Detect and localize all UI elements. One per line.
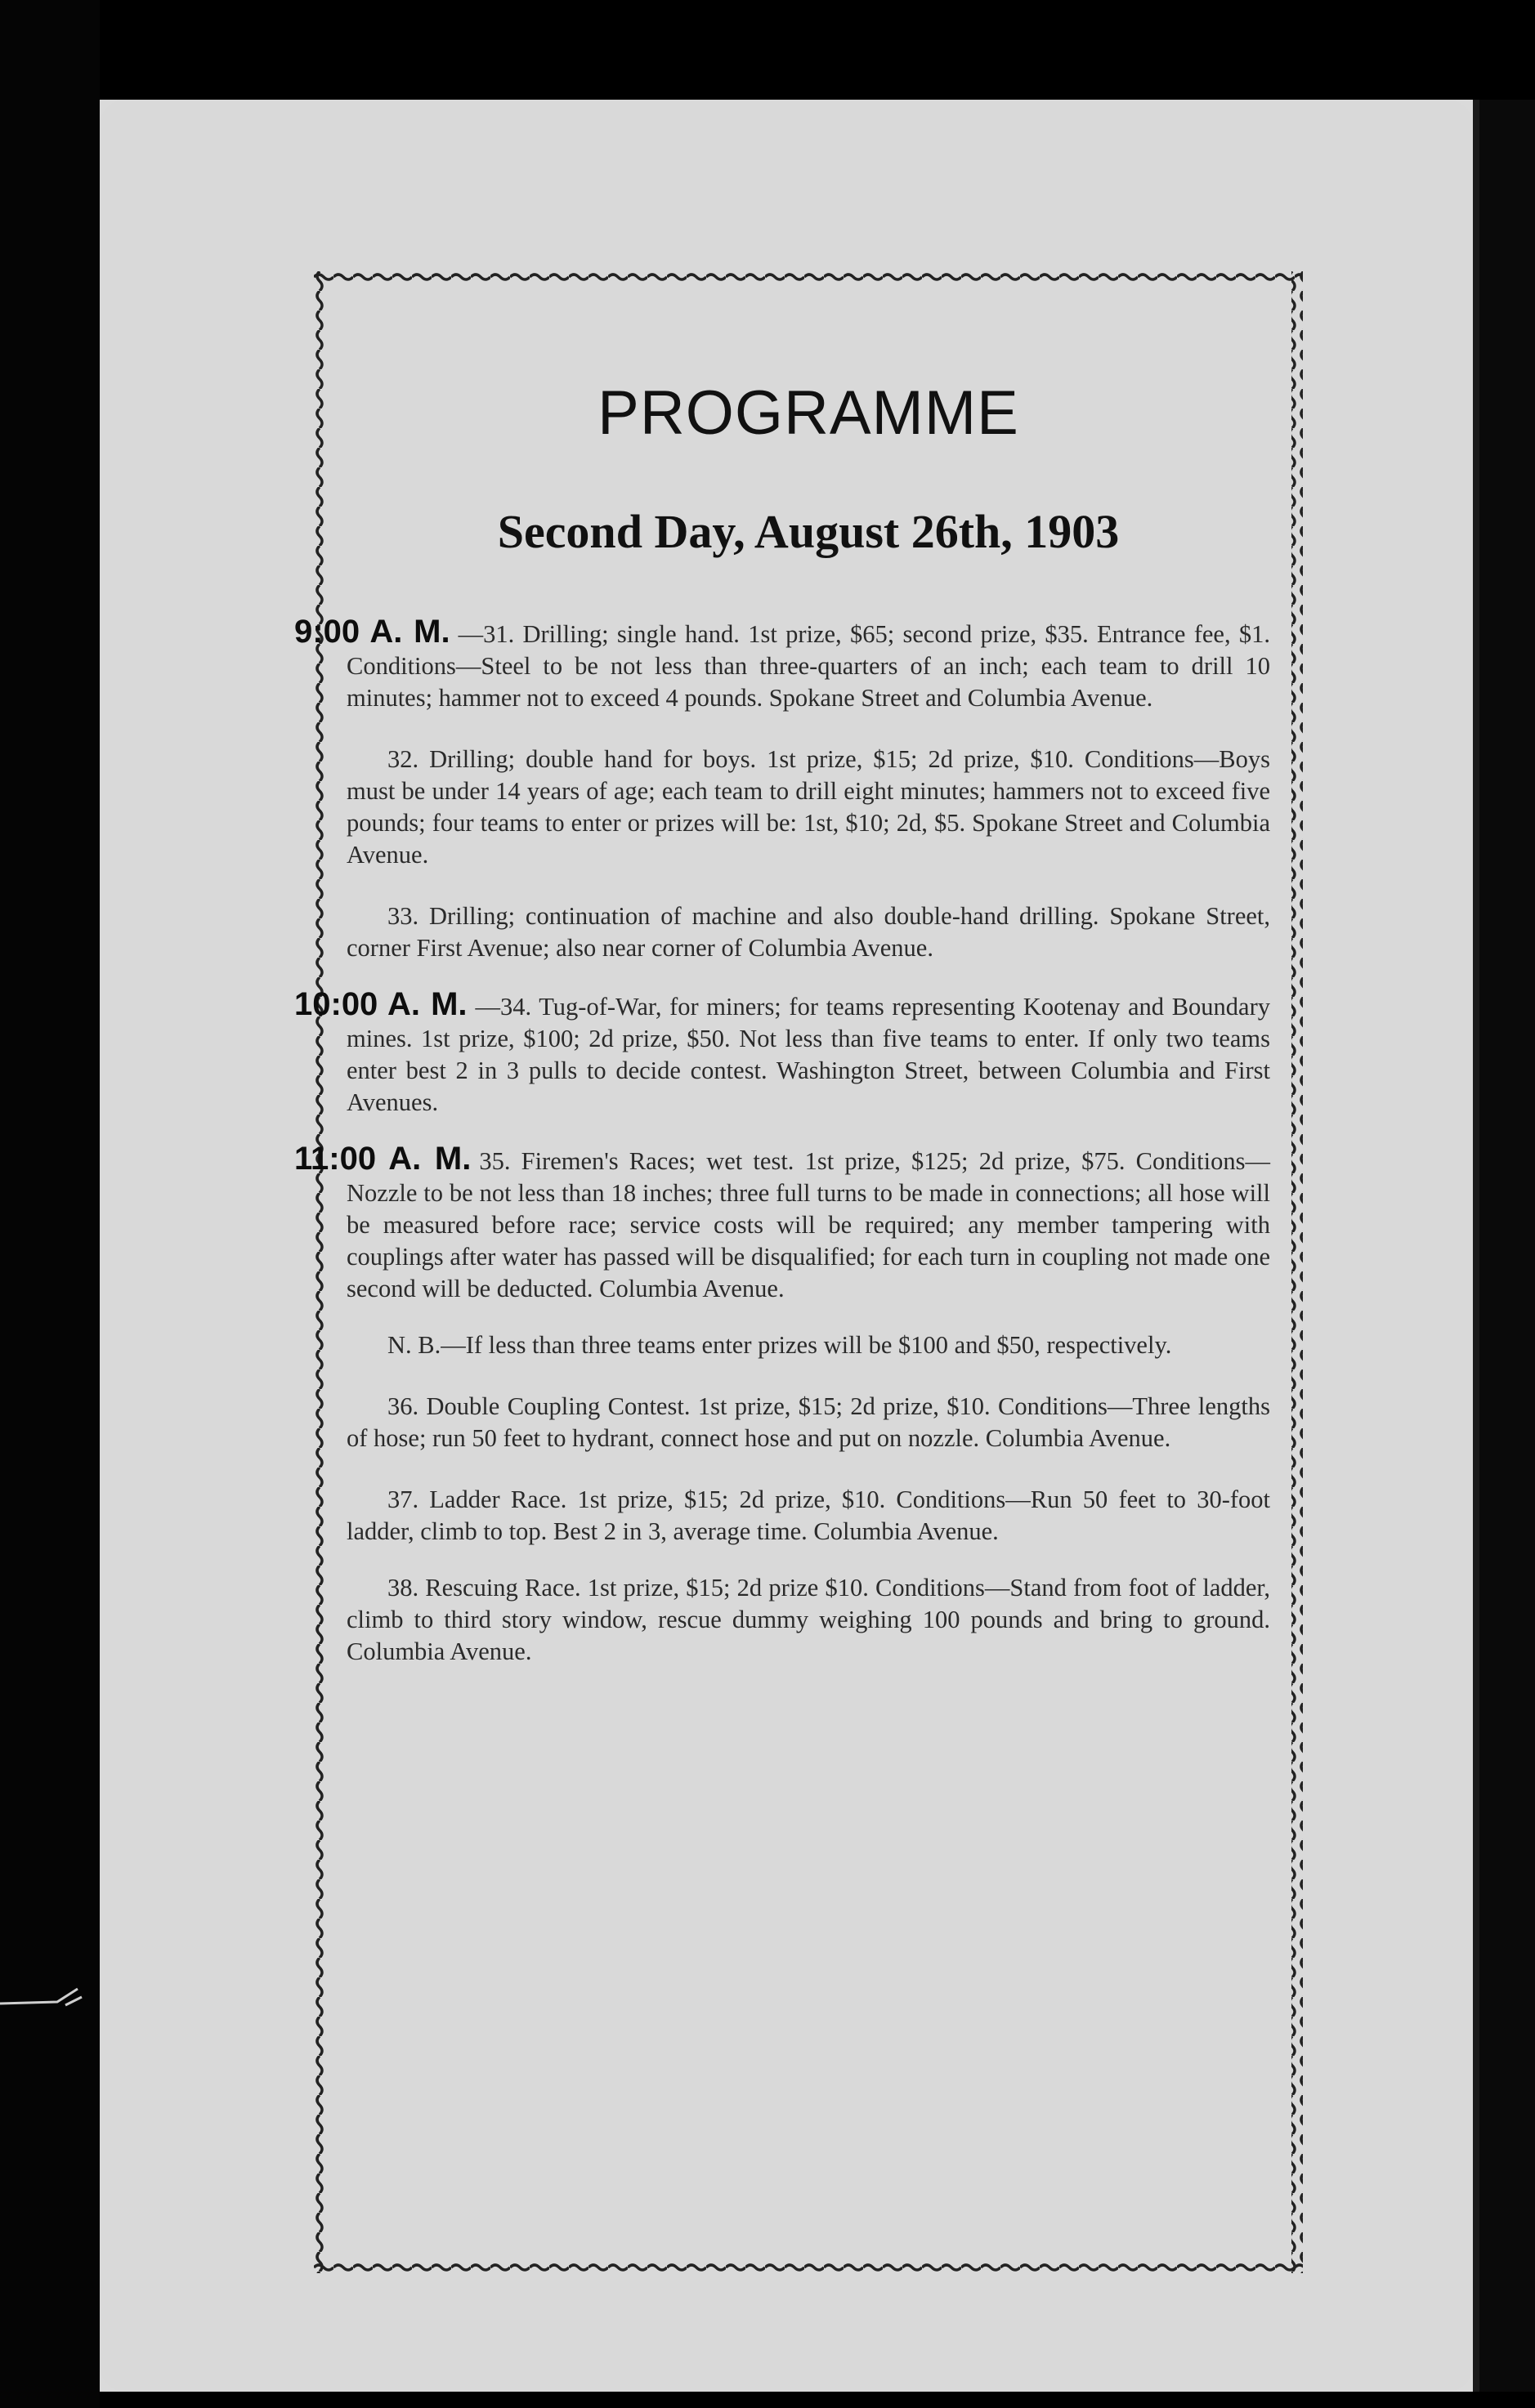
event-text: 37. Ladder Race. 1st prize, $15; 2d prize, $10. Conditions—Run 50 feet to 30-foot ladder, climb to top. Best 2 in 3, average time. Columbia Avenue. bbox=[347, 1485, 1270, 1545]
event-text: 33. Drilling; continuation of machine and also double-hand drilling. Spokane Street, corner First Avenue; also near corner of Columbia Avenue. bbox=[347, 902, 1270, 962]
event-text: 36. Double Coupling Contest. 1st prize, $15; 2d prize, $10. Conditions—Three lengths of hose; run 50 feet to hydrant, connect hose and put on nozzle. Columbia Avenue. bbox=[347, 1392, 1270, 1452]
event-text: 32. Drilling; double hand for boys. 1st prize, $15; 2d prize, $10. Conditions—Boys must be under 14 years of age; each team to drill eight minutes; hammers not to exceed five pounds; four teams to enter or prizes will be: 1st, $10; 2d, $5. Spokane Street and Columbia Avenue. bbox=[347, 745, 1270, 869]
event-text: —34. Tug-of-War, for miners; for teams representing Kootenay and Boundary mines. 1st prize, $100; 2d prize, $50. Not less than five teams to enter. If only two teams enter best 2 in 3 pulls to decide contest. Washington Street, between Columbia and First Avenues. bbox=[347, 993, 1270, 1116]
event-31 bbox=[294, 614, 1270, 714]
event-text: 35. Firemen's Races; wet test. 1st prize, $125; 2d prize, $75. Conditions—Nozzle to be not less than 18 inches; three full turns to be made in connections; all hose will be measured before race; service costs will be required; any member tampering with couplings after water has passed will be disqualified; for each turn in coupling not made one second will be deducted. Columbia Avenue. bbox=[347, 1147, 1270, 1302]
event-text: 38. Rescuing Race. 1st prize, $15; 2d prize $10. Conditions—Stand from foot of ladder, climb to third story window, rescue dummy weighing 100 pounds and bring to ground. Columbia Avenue. bbox=[347, 1574, 1270, 1665]
event-note bbox=[347, 1329, 1270, 1361]
event-text: —31. Drilling; single hand. 1st prize, $65; second prize, $35. Entrance fee, $1. Conditions—Steel to be not less than three-quarters of an inch; each team to drill 10 minutes; hammer not to exceed 4 pounds. Spokane Street and Columbia Avenue. bbox=[347, 620, 1270, 712]
event-time: 9:00 A. M. bbox=[294, 614, 450, 650]
scan-edge-right bbox=[1473, 100, 1535, 2392]
event-35 bbox=[294, 1141, 1270, 1305]
event-36 bbox=[347, 1391, 1270, 1454]
event-34 bbox=[294, 986, 1270, 1119]
event-time: 11:00 A. M. bbox=[294, 1141, 472, 1177]
event-time: 10:00 A. M. bbox=[294, 986, 468, 1022]
page-subtitle: Second Day, August 26th, 1903 bbox=[497, 505, 1120, 558]
scan-mark bbox=[0, 1986, 90, 2010]
event-33 bbox=[347, 900, 1270, 964]
programme-frame bbox=[294, 271, 1303, 2273]
page-title: PROGRAMME bbox=[597, 378, 1019, 448]
event-32 bbox=[347, 744, 1270, 871]
event-text: N. B.—If less than three teams enter prizes will be $100 and $50, respectively. bbox=[387, 1331, 1172, 1359]
event-38 bbox=[347, 1572, 1270, 1668]
programme-content bbox=[294, 304, 1270, 2240]
document-page bbox=[100, 100, 1473, 2392]
event-37 bbox=[347, 1484, 1270, 1548]
scan-background-left bbox=[0, 0, 100, 2408]
